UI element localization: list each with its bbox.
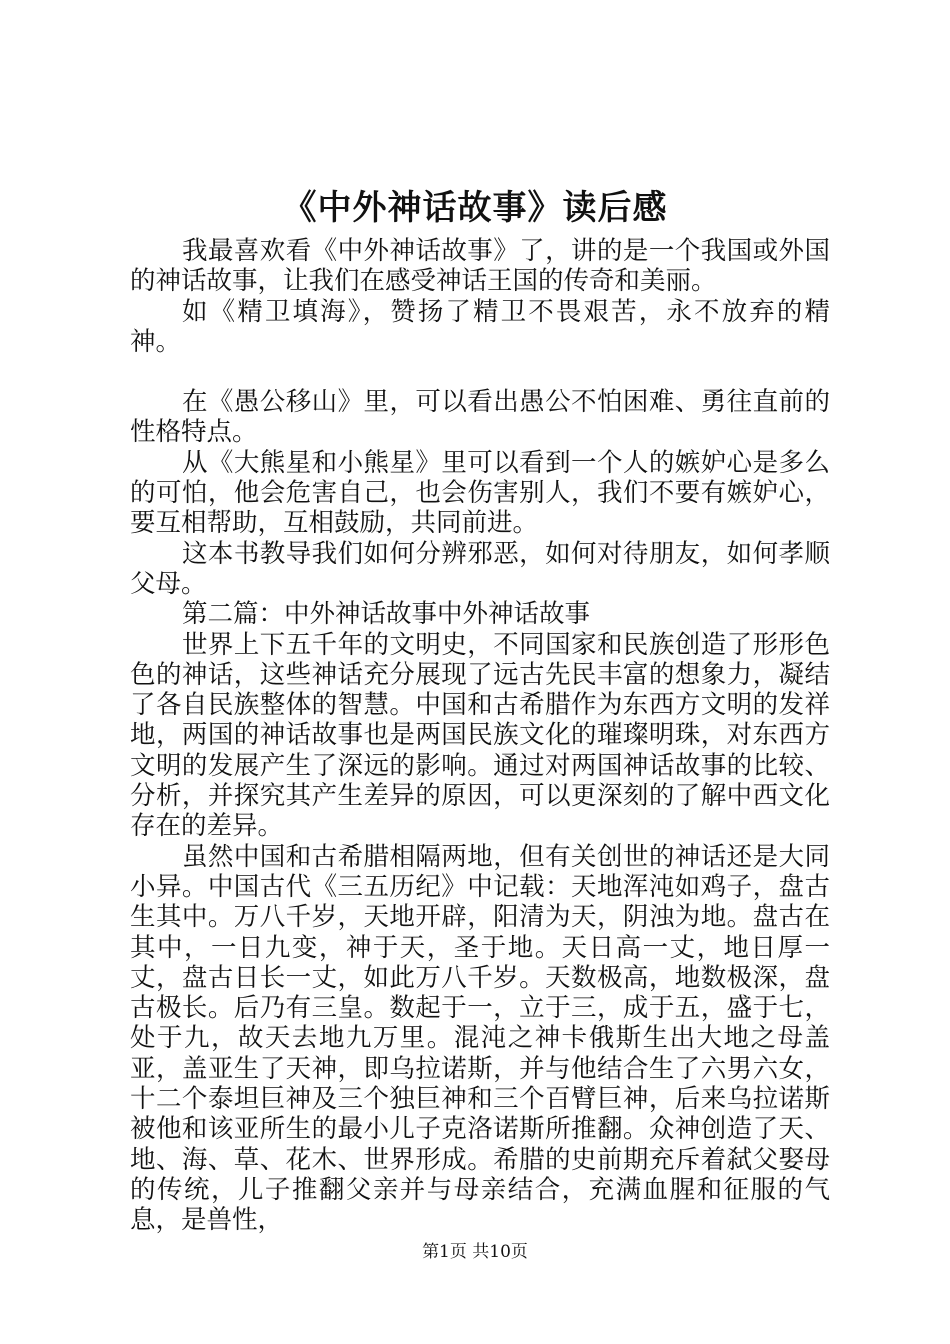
blank-line — [130, 357, 830, 387]
paragraph: 我最喜欢看《中外神话故事》了，讲的是一个我国或外国的神话故事，让我们在感受神话王国的传奇和美丽。 — [130, 236, 830, 297]
paragraph: 在《愚公移山》里，可以看出愚公不怕困难、勇往直前的性格特点。 — [130, 387, 830, 448]
paragraph: 世界上下五千年的文明史，不同国家和民族创造了形形色色的神话，这些神话充分展现了远古先民丰富的想象力，凝结了各自民族整体的智慧。中国和古希腊作为东西方文明的发祥地，两国的神话故事也是两国民族文化的璀璨明珠，对东西方文明的发展产生了深远的影响。通过对两国神话故事的比较、分析，并探究其产生差异的原因，可以更深刻的了解中西文化存在的差异。 — [130, 629, 830, 842]
section-heading: 第二篇：中外神话故事中外神话故事 — [182, 599, 591, 630]
page-footer: 第1页 共10页 — [422, 1242, 528, 1262]
paragraph: 虽然中国和古希腊相隔两地，但有关创世的神话还是大同小异。中国古代《三五历纪》中记载：天地浑沌如鸡子，盘古生其中。万八千岁，天地开辟，阳清为天，阴浊为地。盘古在其中，一日九变，神于天，圣于地。天日高一丈，地日厚一丈，盘古日长一丈，如此万八千岁。天数极高，地数极深，盘古极长。后乃有三皇。数起于一，立于三，成于五，盛于七，处于九，故天去地九万里。混沌之神卡俄斯生出大地之母盖亚，盖亚生了天神，即乌拉诺斯，并与他结合生了六男六女，十二个泰坦巨神及三个独巨神和三个百臂巨神，后来乌拉诺斯被他和该亚所生的最小儿子克洛诺斯所推翻。众神创造了天、地、海、草、花木、世界形成。希腊的史前期充斥着弑父娶母的传统，儿子推翻父亲并与母亲结合，充满血腥和征服的气息，是兽性， — [130, 841, 830, 1236]
paragraph: 从《大熊星和小熊星》里可以看到一个人的嫉妒心是多么的可怕，他会危害自己，也会伤害别人，我们不要有嫉妒心，要互相帮助，互相鼓励，共同前进。 — [130, 447, 830, 539]
document-body — [130, 236, 830, 1236]
paragraph: 如《精卫填海》，赞扬了精卫不畏艰苦，永不放弃的精神。 — [130, 296, 830, 357]
document-title: 《中外神话故事》读后感 — [282, 188, 668, 228]
paragraph: 这本书教导我们如何分辨邪恶，如何对待朋友，如何孝顺父母。 — [130, 538, 830, 599]
